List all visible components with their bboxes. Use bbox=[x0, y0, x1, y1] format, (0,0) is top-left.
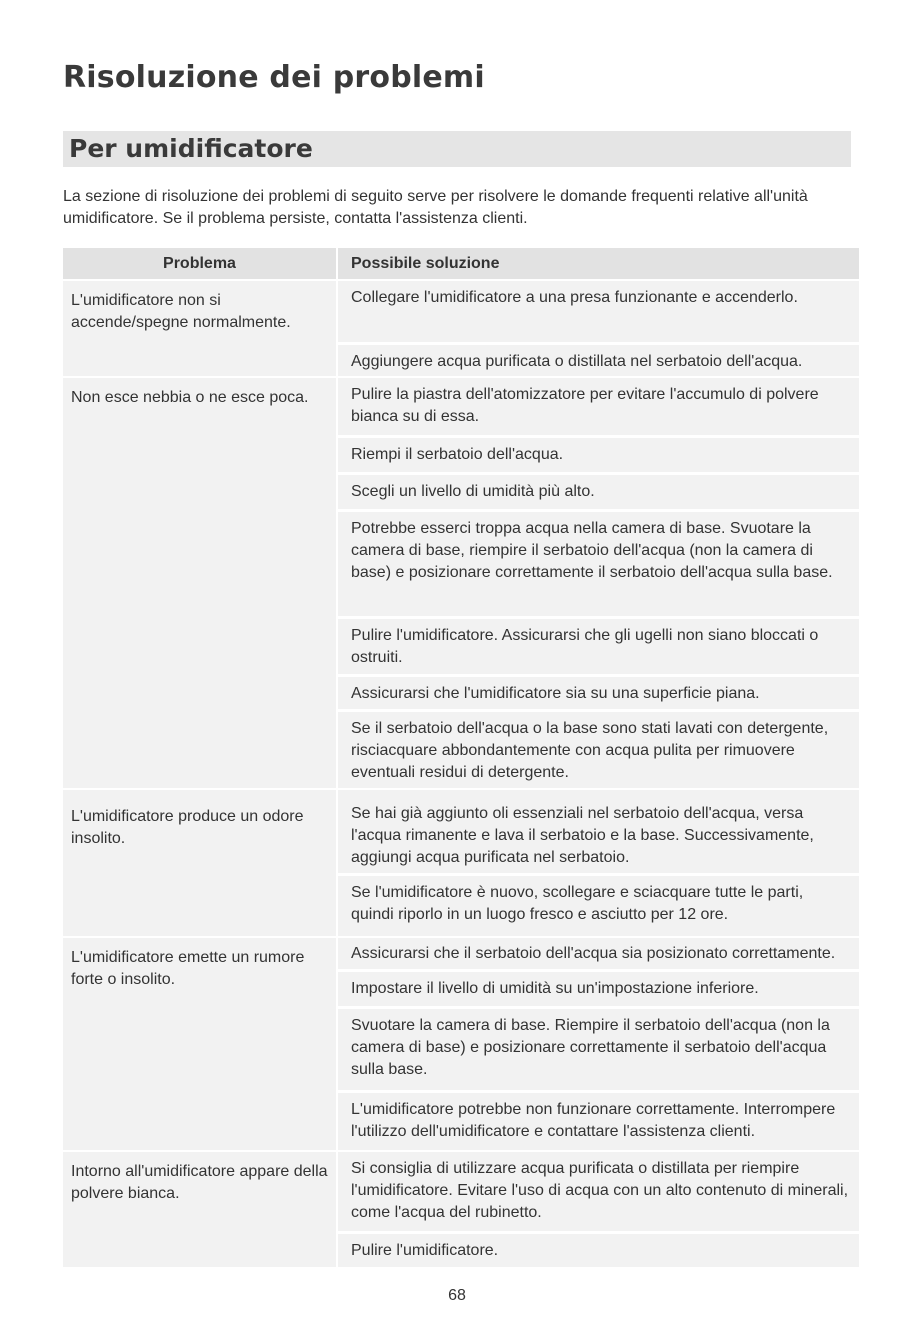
table-row-group bbox=[63, 790, 859, 936]
section-header bbox=[63, 131, 851, 167]
problem-cell: Intorno all'umidificatore appare della polvere bianca. bbox=[63, 1152, 336, 1267]
solution-cell: Impostare il livello di umidità su un'impostazione inferiore. bbox=[338, 972, 859, 1006]
page-number: 68 bbox=[448, 1287, 466, 1304]
solution-cell: Scegli un livello di umidità più alto. bbox=[338, 475, 859, 509]
table-row-group bbox=[63, 938, 859, 1150]
problem-cell: L'umidificatore emette un rumore forte o insolito. bbox=[63, 938, 336, 1150]
solutions-column bbox=[338, 378, 859, 788]
problem-cell: L'umidificatore non si accende/spegne normalmente. bbox=[63, 281, 336, 376]
solution-cell: Pulire l'umidificatore. Assicurarsi che gli ugelli non siano bloccati o ostruiti. bbox=[338, 619, 859, 674]
table-header-row bbox=[63, 248, 859, 279]
solutions-column bbox=[338, 938, 859, 1150]
solution-cell: Svuotare la camera di base. Riempire il serbatoio dell'acqua (non la camera di base) e posizionare correttamente il serbatoio dell'acqua sulla base. bbox=[338, 1009, 859, 1090]
solution-cell: Riempi il serbatoio dell'acqua. bbox=[338, 438, 859, 472]
solution-cell: Se hai già aggiunto oli essenziali nel serbatoio dell'acqua, versa l'acqua rimanente e lava il serbatoio e la base. Successivamente, aggiungi acqua purificata nel serbatoio. bbox=[338, 790, 859, 873]
troubleshooting-table bbox=[63, 248, 859, 1267]
solution-cell: Assicurarsi che l'umidificatore sia su una superficie piana. bbox=[338, 677, 859, 709]
table-row-group bbox=[63, 1152, 859, 1267]
solution-cell: Potrebbe esserci troppa acqua nella camera di base. Svuotare la camera di base, riempire il serbatoio dell'acqua (non la camera di base) e posizionare correttamente il serbatoio dell'acqua sulla base. bbox=[338, 512, 859, 616]
solutions-column bbox=[338, 281, 859, 376]
solution-cell: Pulire l'umidificatore. bbox=[338, 1234, 859, 1267]
solutions-column bbox=[338, 1152, 859, 1267]
solutions-column bbox=[338, 790, 859, 936]
problem-cell: L'umidificatore produce un odore insolito. bbox=[63, 790, 336, 936]
page-title: Risoluzione dei problemi bbox=[63, 60, 485, 95]
header-solution: Possibile soluzione bbox=[338, 248, 859, 279]
section-title: Per umidificatore bbox=[69, 134, 313, 163]
solution-cell: Collegare l'umidificatore a una presa funzionante e accenderlo. bbox=[338, 281, 859, 342]
table-row-group bbox=[63, 378, 859, 788]
solution-cell: Assicurarsi che il serbatoio dell'acqua sia posizionato correttamente. bbox=[338, 938, 859, 969]
solution-cell: Pulire la piastra dell'atomizzatore per evitare l'accumulo di polvere bianca su di essa. bbox=[338, 378, 859, 435]
problem-cell: Non esce nebbia o ne esce poca. bbox=[63, 378, 336, 788]
solution-cell: Si consiglia di utilizzare acqua purificata o distillata per riempire l'umidificatore. Evitare l'uso di acqua con un alto contenuto di minerali, come l'acqua del rubinetto. bbox=[338, 1152, 859, 1231]
solution-cell: Se il serbatoio dell'acqua o la base sono stati lavati con detergente, risciacquare abbondantemente con acqua pulita per rimuovere eventuali residui di detergente. bbox=[338, 712, 859, 788]
header-problem: Problema bbox=[63, 248, 336, 279]
solution-cell: L'umidificatore potrebbe non funzionare correttamente. Interrompere l'utilizzo dell'umidificatore e contattare l'assistenza clienti. bbox=[338, 1093, 859, 1150]
intro-paragraph: La sezione di risoluzione dei problemi di seguito serve per risolvere le domande frequenti relative all'unità umidificatore. Se il problema persiste, contatta l'assistenza clienti. bbox=[63, 188, 808, 227]
table-row-group bbox=[63, 281, 859, 376]
solution-cell: Se l'umidificatore è nuovo, scollegare e sciacquare tutte le parti, quindi riporlo in un luogo fresco e asciutto per 12 ore. bbox=[338, 876, 859, 936]
solution-cell: Aggiungere acqua purificata o distillata nel serbatoio dell'acqua. bbox=[338, 345, 859, 376]
